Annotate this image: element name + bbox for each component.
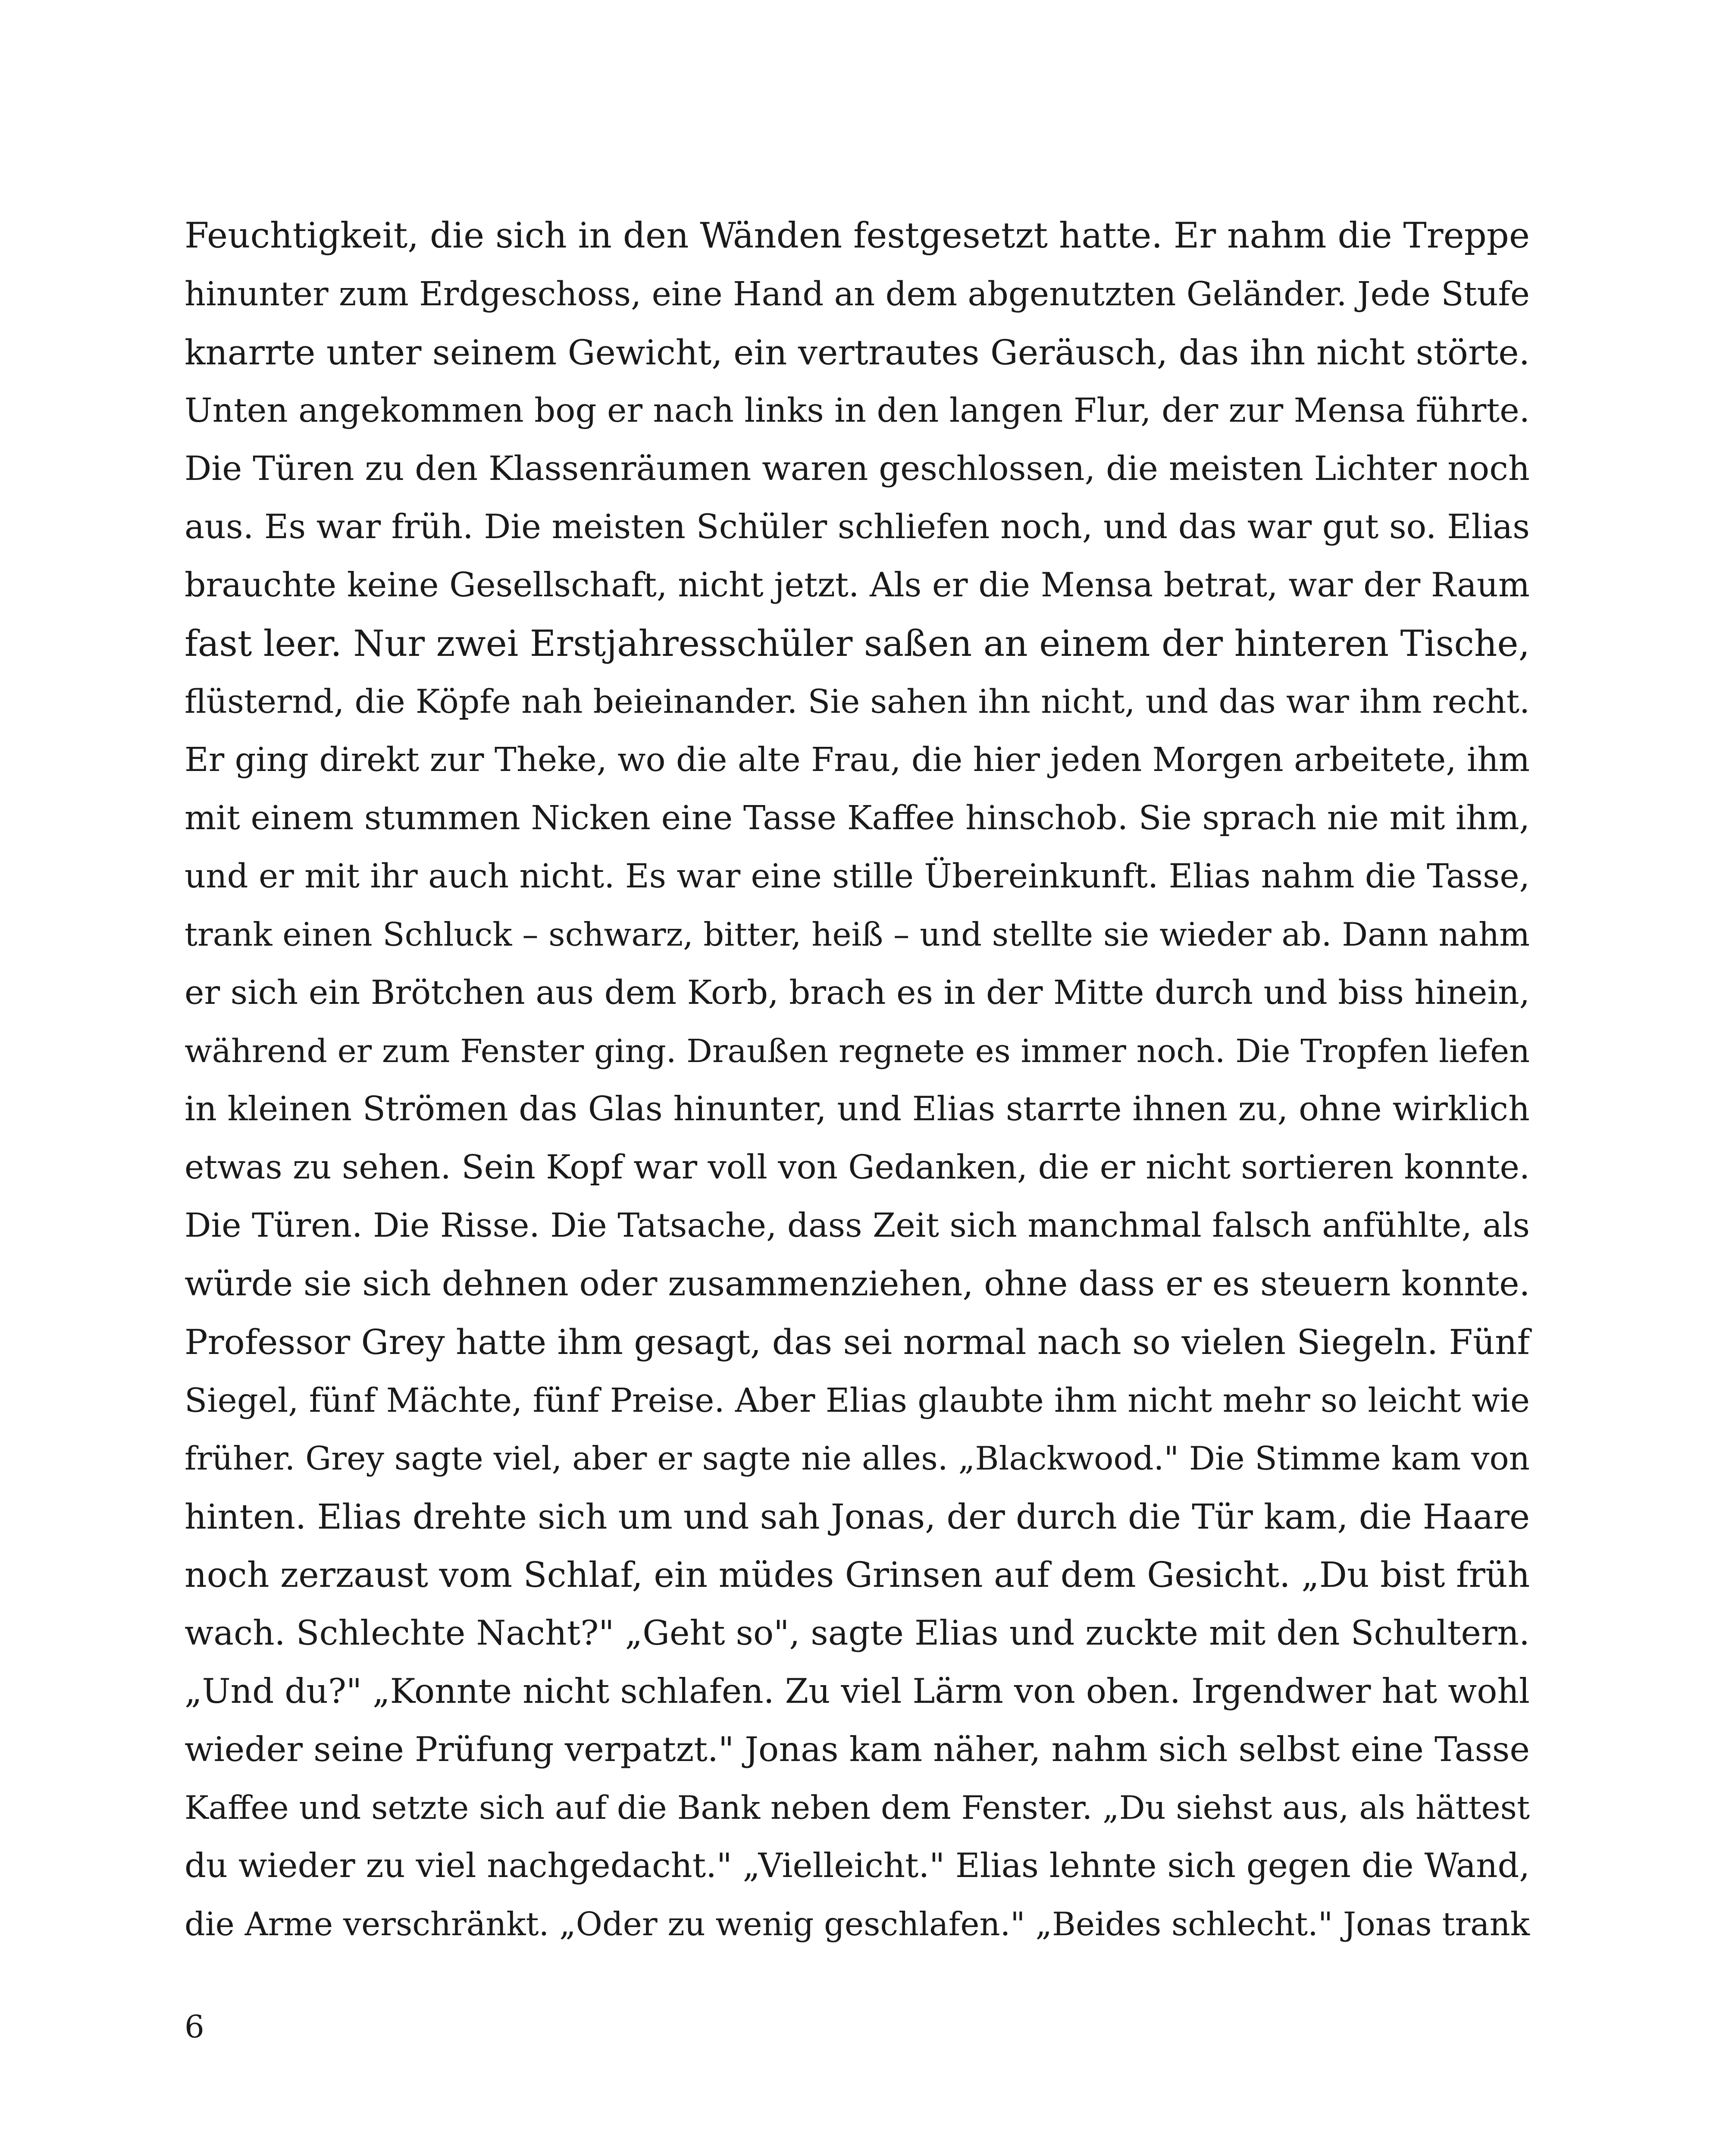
text-line: und er mit ihr auch nicht. Es war eine stille Übereinkunft. Elias nahm die Tasse, xyxy=(185,857,1530,896)
text-line: wieder seine Prüfung verpatzt." Jonas kam näher, nahm sich selbst eine Tasse xyxy=(185,1730,1530,1769)
text-line: „Und du?" „Konnte nicht schlafen. Zu viel Lärm von oben. Irgendwer hat wohl xyxy=(185,1672,1530,1711)
body-text xyxy=(185,207,1530,1953)
text-line: wach. Schlechte Nacht?" „Geht so", sagte Elias und zuckte mit den Schultern. xyxy=(185,1613,1530,1653)
text-line: Kaffee und setzte sich auf die Bank neben dem Fenster. „Du siehst aus, als hättest xyxy=(185,1789,1530,1827)
text-line: aus. Es war früh. Die meisten Schüler schliefen noch, und das war gut so. Elias xyxy=(185,508,1530,546)
text-line: Siegel, fünf Mächte, fünf Preise. Aber Elias glaubte ihm nicht mehr so leicht wie xyxy=(185,1381,1530,1420)
text-line: früher. Grey sagte viel, aber er sagte nie alles. „Blackwood." Die Stimme kam von xyxy=(185,1439,1530,1477)
text-line: brauchte keine Gesellschaft, nicht jetzt. Als er die Mensa betrat, war der Raum xyxy=(185,566,1530,605)
text-line: hinten. Elias drehte sich um und sah Jonas, der durch die Tür kam, die Haare xyxy=(185,1497,1530,1537)
text-line: in kleinen Strömen das Glas hinunter, und Elias starrte ihnen zu, ohne wirklich xyxy=(185,1090,1530,1128)
text-line: Feuchtigkeit, die sich in den Wänden festgesetzt hatte. Er nahm die Treppe xyxy=(185,216,1530,256)
text-line: Er ging direkt zur Theke, wo die alte Frau, die hier jeden Morgen arbeitete, ihm xyxy=(185,741,1530,779)
text-line: trank einen Schluck – schwarz, bitter, heiß – und stellte sie wieder ab. Dann nahm xyxy=(185,916,1530,953)
text-line: hinunter zum Erdgeschoss, eine Hand an dem abgenutzten Geländer. Jede Stufe xyxy=(185,275,1530,313)
text-line: Die Türen. Die Risse. Die Tatsache, dass Zeit sich manchmal falsch anfühlte, als xyxy=(185,1206,1530,1245)
text-line: während er zum Fenster ging. Draußen regnete es immer noch. Die Tropfen liefen xyxy=(185,1032,1530,1070)
text-line: knarrte unter seinem Gewicht, ein vertrautes Geräusch, das ihn nicht störte. xyxy=(185,332,1530,373)
text-line: Professor Grey hatte ihm gesagt, das sei normal nach so vielen Siegeln. Fünf xyxy=(185,1322,1530,1362)
text-line: mit einem stummen Nicken eine Tasse Kaffee hinschob. Sie sprach nie mit ihm, xyxy=(185,799,1530,837)
text-line: die Arme verschränkt. „Oder zu wenig geschlafen." „Beides schlecht." Jonas trank xyxy=(185,1905,1530,1943)
text-line: würde sie sich dehnen oder zusammenziehen, ohne dass er es steuern konnte. xyxy=(185,1264,1530,1304)
text-line: er sich ein Brötchen aus dem Korb, brach es in der Mitte durch und biss hinein, xyxy=(185,974,1530,1012)
text-line: Die Türen zu den Klassenräumen waren geschlossen, die meisten Lichter noch xyxy=(185,449,1530,488)
text-line: noch zerzaust vom Schlaf, ein müdes Grinsen auf dem Gesicht. „Du bist früh xyxy=(185,1555,1530,1595)
text-line: flüsternd, die Köpfe nah beieinander. Sie sahen ihn nicht, und das war ihm recht. xyxy=(185,683,1530,721)
text-line: etwas zu sehen. Sein Kopf war voll von Gedanken, die er nicht sortieren konnte. xyxy=(185,1148,1530,1187)
text-line: fast leer. Nur zwei Erstjahresschüler saßen an einem der hinteren Tische, xyxy=(185,623,1530,664)
text-line: du wieder zu viel nachgedacht." „Vielleicht." Elias lehnte sich gegen die Wand, xyxy=(185,1846,1530,1885)
text-line: Unten angekommen bog er nach links in den langen Flur, der zur Mensa führte. xyxy=(185,392,1530,430)
page-number: 6 xyxy=(185,2009,204,2045)
